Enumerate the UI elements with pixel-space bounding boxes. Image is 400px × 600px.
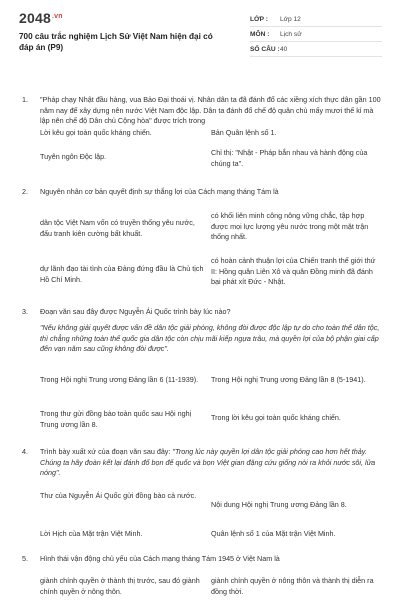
logo-suffix: .vn — [51, 13, 63, 20]
meta-value: 40 — [280, 45, 288, 53]
meta-value: Lớp 12 — [280, 15, 301, 23]
answer-option-a[interactable]: Lời kêu gọi toàn quốc kháng chiến. — [40, 128, 152, 137]
meta-key: LỚP : — [250, 15, 268, 23]
question-number: 3. — [22, 307, 28, 316]
logo-text: 2048 — [19, 10, 51, 26]
question-text-quote: "Trong lúc này quyền lợi dân tộc giải phóng cao hơn hết thảy. Chúng ta hãy đoàn kết lại đánh đổ bọn đế quốc và bọn Việt gian đặng cứu giống nòi ra khỏi nước sôi, lửa nóng". — [40, 447, 376, 477]
meta-row-subject — [250, 27, 382, 42]
question-quote: "Nếu không giải quyết được vấn đề dân tộc giải phóng, không đòi được độc lập tự do cho toàn thể dân tộc, thì chẳng những toàn thể quốc gia dân tộc còn chịu mãi kiếp ngựa trâu, mà quyền lợi của bộ phận giai cấp đến vạn năm sau cũng không đòi được". — [40, 323, 380, 353]
answer-option-a[interactable]: giành chính quyền ở thành thị trước, sau đó giành chính quyền ở nông thôn. — [40, 576, 200, 596]
answer-option-a[interactable]: dân tộc Việt Nam vốn có truyền thống yêu nước, đấu tranh kiên cường bất khuất. — [40, 218, 195, 238]
site-logo[interactable] — [19, 10, 63, 26]
answer-option-c[interactable]: Lời Hịch của Mặt trận Việt Minh. — [40, 529, 143, 538]
question-text-plain: Trình bày xuất xứ của đoạn văn sau đây: — [40, 447, 173, 456]
header — [0, 0, 400, 72]
meta-value: Lịch sử — [280, 30, 302, 38]
meta-row-count — [250, 42, 382, 57]
answer-option-b[interactable]: Bản Quân lệnh số 1. — [211, 128, 277, 137]
answer-option-c[interactable]: dự lãnh đạo tài tình của Đảng đứng đầu là Chủ tịch Hồ Chí Minh. — [40, 264, 204, 284]
answer-option-d[interactable]: Quân lệnh số 1 của Mặt trận Việt Minh. — [211, 529, 336, 538]
question-number: 4. — [22, 447, 28, 456]
answer-option-a[interactable]: Thư của Nguyễn Ái Quốc gửi đồng bào cả nước. — [40, 491, 197, 500]
question-text: Hình thái vận động chủ yếu của Cách mạng tháng Tám 1945 ở Việt Nam là — [40, 554, 280, 563]
question-text — [40, 447, 382, 479]
question-number: 2. — [22, 187, 28, 196]
answer-option-b[interactable]: Nội dung Hội nghị Trung ương Đảng lần 8. — [211, 500, 347, 509]
page-title: 700 câu trắc nghiệm Lịch Sử Việt Nam hiện đại có đáp án (P9) — [19, 32, 213, 52]
answer-option-d[interactable]: có hoàn cảnh thuận lợi của Chiến tranh thế giới thứ II: Hồng quân Liên Xô và quân Đồng minh đã đánh bại phát xít Đức - Nhật. — [211, 256, 376, 286]
answer-option-d[interactable]: Chỉ thị: "Nhật - Pháp bắn nhau và hành động của chúng ta". — [211, 148, 368, 168]
answer-option-b[interactable]: có khối liên minh công nông vững chắc, tập hợp được mọi lực lượng yêu nước trong một mặt trận thống nhất. — [211, 211, 369, 241]
answer-option-c[interactable]: Trong thư gửi đồng bào toàn quốc sau Hội nghị Trung ương lần 8. — [40, 409, 192, 429]
meta-key: SỐ CÂU : — [250, 45, 280, 53]
answer-option-a[interactable]: Trong Hội nghị Trung ương Đảng lần 6 (11-1939). — [40, 375, 199, 384]
question-text: Nguyên nhân cơ bản quyết định sự thắng lợi của Cách mạng tháng Tám là — [40, 187, 279, 196]
meta-row-class — [250, 12, 382, 27]
answer-option-b[interactable]: Trong Hội nghị Trung ương Đảng lần 8 (5-1941). — [211, 375, 366, 384]
meta-table — [250, 12, 382, 57]
question-text: Đoạn văn sau đây được Nguyễn Ái Quốc trình bày lúc nào? — [40, 307, 231, 316]
answer-option-c[interactable]: Tuyên ngôn Độc lập. — [40, 152, 107, 161]
answer-option-b[interactable]: giành chính quyền ở nông thôn và thành thị diễn ra đồng thời. — [211, 576, 374, 596]
meta-key: MÔN : — [250, 30, 270, 38]
question-number: 5. — [22, 554, 28, 563]
question-number: 1. — [22, 95, 28, 104]
question-text: "Pháp chạy Nhật đầu hàng, vua Bảo Đại thoái vị. Nhân dân ta đã đánh đổ các xiềng xích thực dân gần 100 năm nay để xây dựng nên nước Việt Nam độc lập. Dân ta đánh đổ chế độ quân chủ mấy mươi thế kỉ mà lập nên chế độ Dân chủ Cộng hòa" được trích trong — [40, 95, 381, 125]
answer-option-d[interactable]: Trong lời kêu gọi toàn quốc kháng chiến. — [211, 413, 341, 422]
